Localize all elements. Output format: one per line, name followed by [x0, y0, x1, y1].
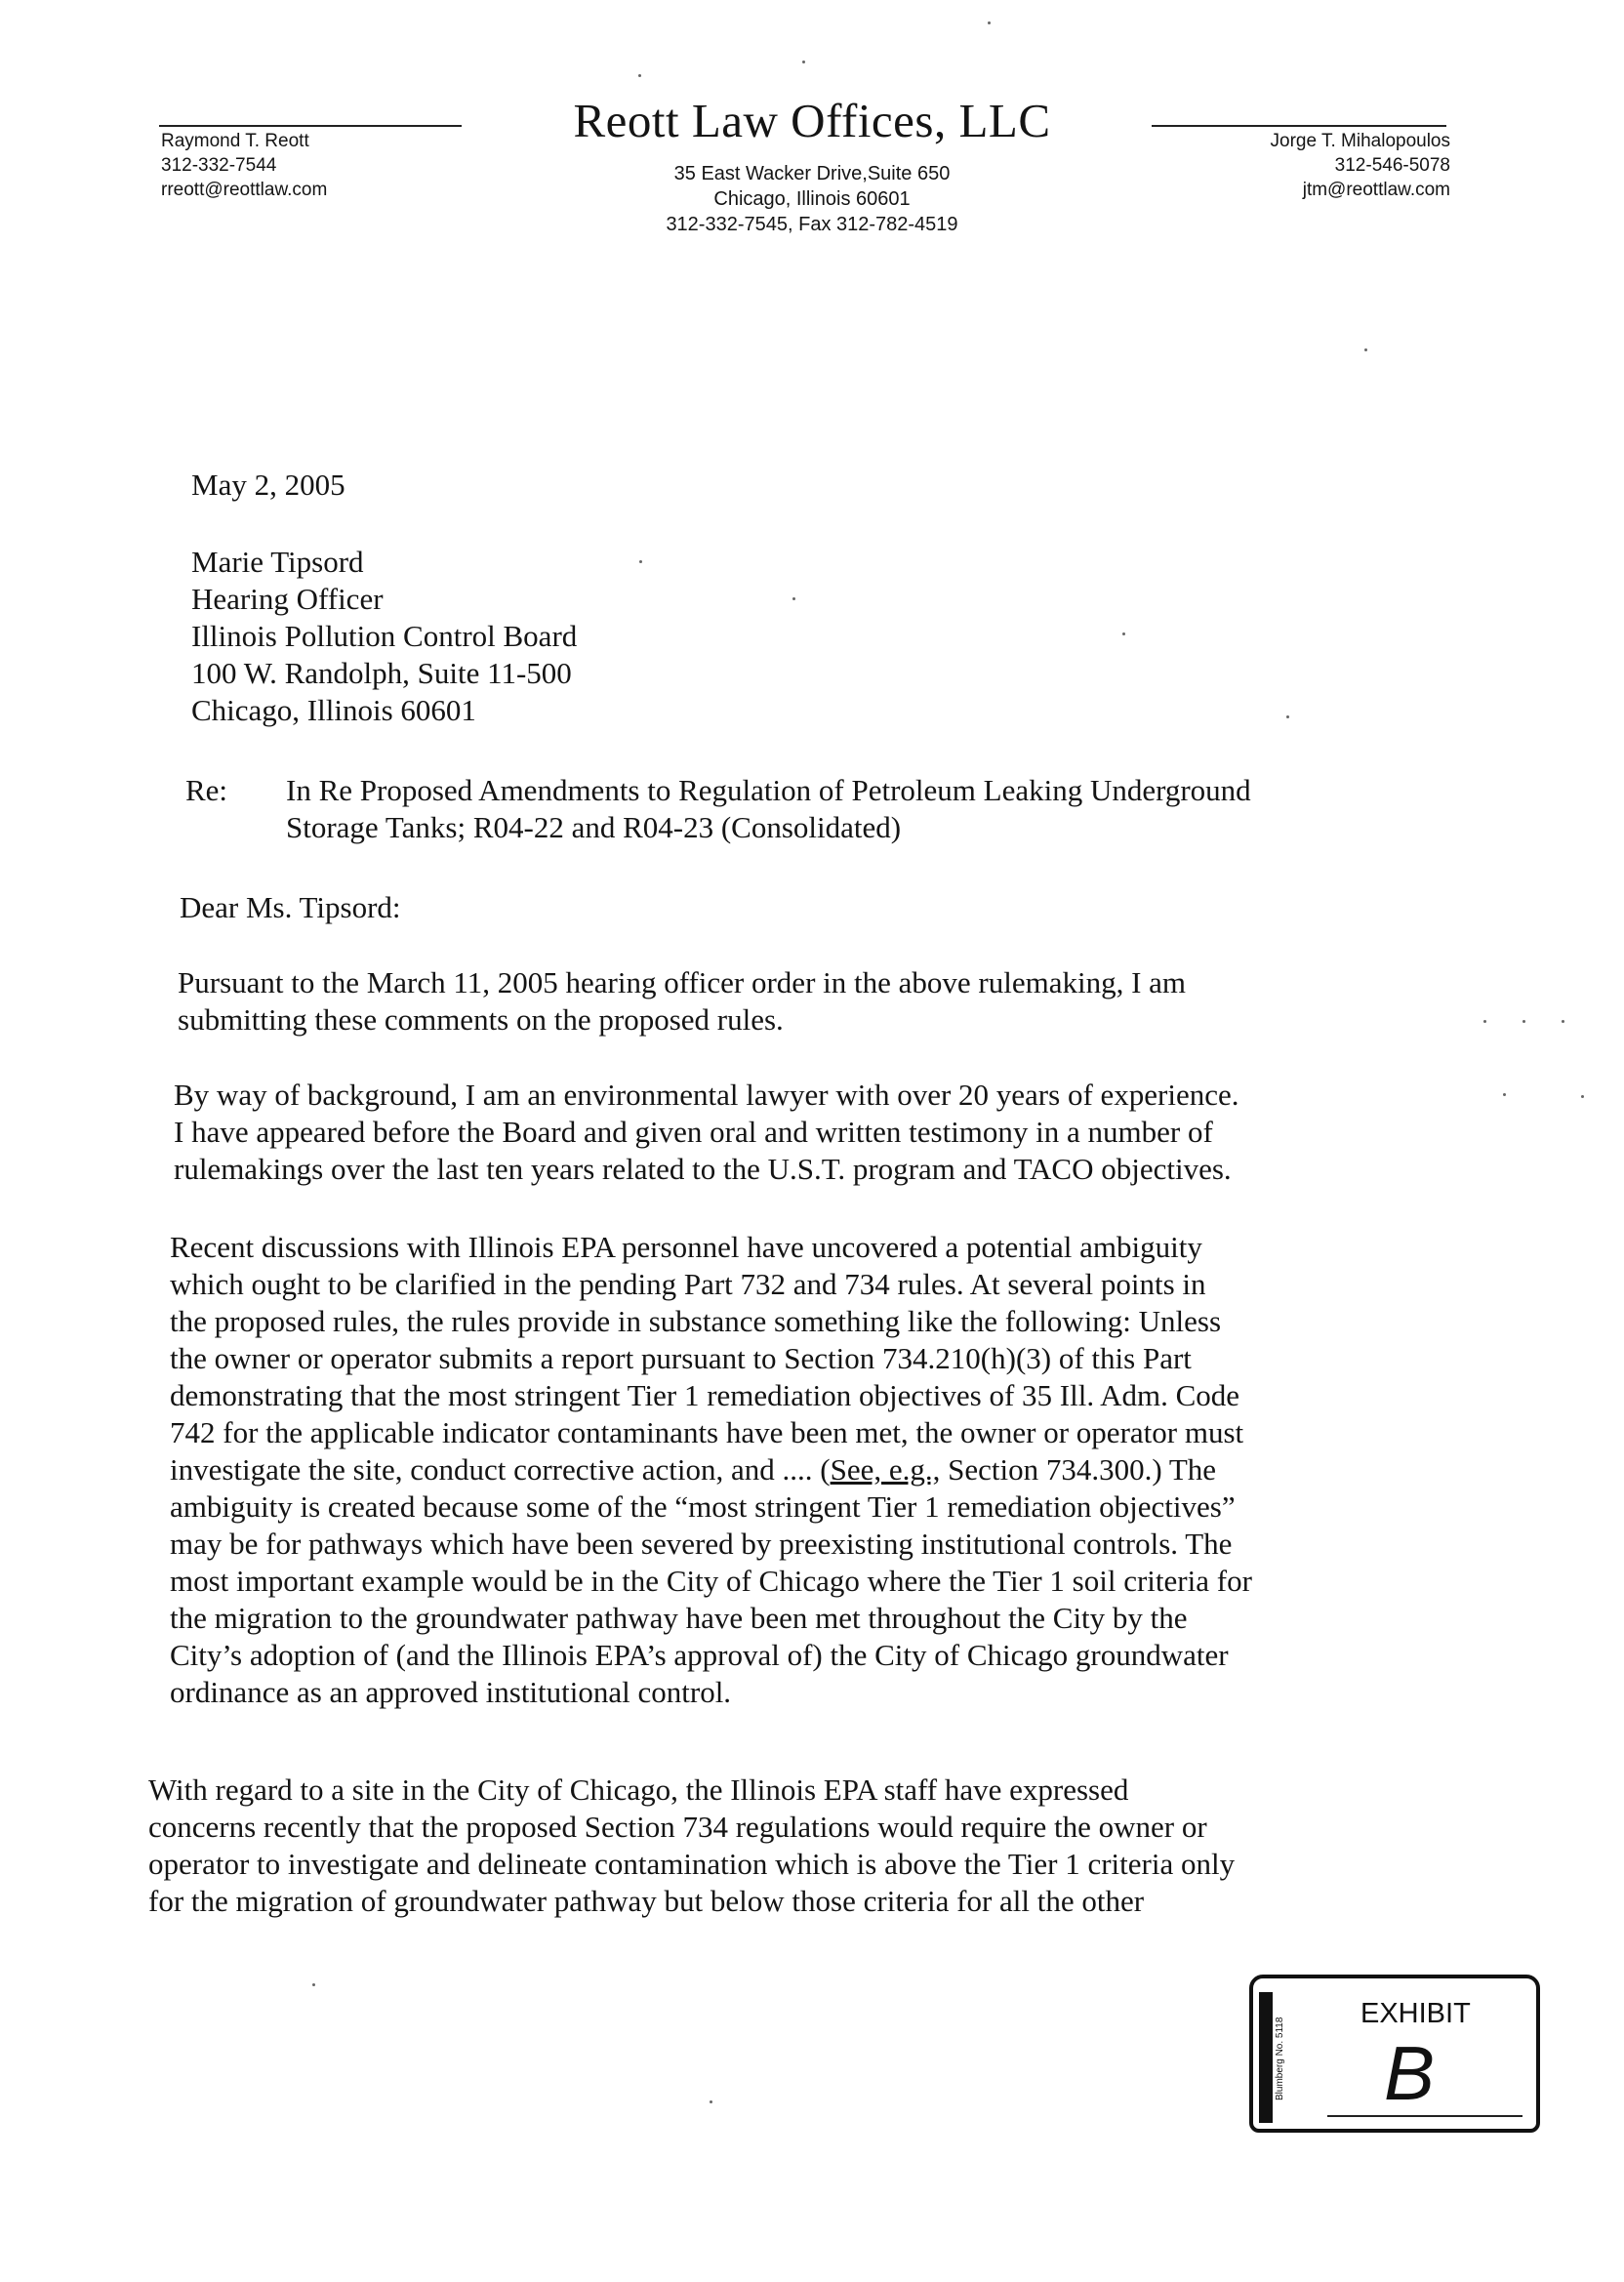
scan-speck: [639, 560, 642, 563]
paragraph-line: most important example would be in the City of Chicago where the Tier 1 soil criteria for: [170, 1564, 1252, 1598]
citation-see-eg: See, e.g.,: [830, 1452, 941, 1487]
scan-speck: [792, 597, 795, 600]
paragraph-ambiguity: [170, 1229, 1252, 1711]
scan-speck: [312, 1983, 315, 1986]
scan-speck: [1562, 1020, 1564, 1023]
re-label: Re:: [185, 773, 228, 807]
right-attorney-phone: 312-546-5078: [1334, 155, 1450, 176]
firm-address-line2: Chicago, Illinois 60601: [713, 188, 911, 210]
exhibit-stamp-vendor: Blumberg No. 5118: [1275, 2017, 1285, 2100]
paragraph-line: rulemakings over the last ten years related to the U.S.T. program and TACO objectives.: [174, 1152, 1232, 1186]
scan-speck: [638, 74, 641, 77]
scan-speck: [1503, 1093, 1506, 1096]
paragraph-intro: [178, 964, 1186, 1039]
recipient-city: Chicago, Illinois 60601: [191, 693, 476, 727]
scan-speck: [1364, 348, 1367, 351]
scan-speck: [1483, 1020, 1486, 1023]
re-subject-line: In Re Proposed Amendments to Regulation of Petroleum Leaking Underground: [286, 773, 1251, 807]
recipient-name: Marie Tipsord: [191, 545, 364, 579]
paragraph-line: By way of background, I am an environmental lawyer with over 20 years of experience.: [174, 1078, 1239, 1112]
firm-address-line1: 35 East Wacker Drive,Suite 650: [673, 163, 951, 184]
right-attorney-email: jtm@reottlaw.com: [1302, 180, 1450, 200]
paragraph-line: may be for pathways which have been severed by preexisting institutional controls. The: [170, 1527, 1233, 1561]
recipient-organization: Illinois Pollution Control Board: [191, 619, 578, 653]
paragraph-line: With regard to a site in the City of Chicago, the Illinois EPA staff have expressed: [148, 1773, 1129, 1807]
paragraph-line: demonstrating that the most stringent Tier 1 remediation objectives of 35 Ill. Adm. Code: [170, 1378, 1240, 1412]
paragraph-line: submitting these comments on the proposed rules.: [178, 1002, 784, 1037]
recipient-address: [191, 544, 577, 729]
paragraph-line: which ought to be clarified in the pending Part 732 and 734 rules. At several points in: [170, 1267, 1206, 1301]
left-attorney-phone: 312-332-7544: [161, 155, 277, 176]
scan-speck: [1522, 1020, 1525, 1023]
exhibit-stamp: [1249, 1975, 1540, 2133]
right-attorney-name: Jorge T. Mihalopoulos: [1270, 131, 1450, 151]
scan-speck: [802, 61, 805, 63]
exhibit-letter: B: [1384, 2030, 1436, 2116]
paragraph-background: [174, 1077, 1239, 1188]
scan-speck: [1286, 715, 1289, 718]
left-attorney-email: rreott@reottlaw.com: [161, 180, 328, 200]
exhibit-stamp-strip: [1259, 1992, 1273, 2123]
paragraph-line: ambiguity is created because some of the “most stringent Tier 1 remediation objectives”: [170, 1489, 1236, 1524]
paragraph-line: concerns recently that the proposed Section 734 regulations would require the owner or: [148, 1810, 1207, 1844]
paragraph-line: for the migration of groundwater pathway but below those criteria for all the other: [148, 1884, 1145, 1918]
paragraph-line: the migration to the groundwater pathway have been met throughout the City by the: [170, 1601, 1188, 1635]
paragraph-line: 742 for the applicable indicator contaminants have been met, the owner or operator must: [170, 1415, 1244, 1449]
letter-date: May 2, 2005: [191, 468, 345, 502]
scan-speck: [988, 21, 991, 24]
left-attorney-name: Raymond T. Reott: [161, 131, 309, 151]
firm-name: Reott Law Offices, LLC: [573, 94, 1051, 147]
scan-speck: [1122, 632, 1125, 635]
exhibit-label: EXHIBIT: [1360, 1998, 1471, 2029]
paragraph-line: the proposed rules, the rules provide in substance something like the following: Unless: [170, 1304, 1222, 1338]
recipient-street: 100 W. Randolph, Suite 11-500: [191, 656, 572, 690]
paragraph-line: City’s adoption of (and the Illinois EPA’s approval of) the City of Chicago groundwater: [170, 1638, 1229, 1672]
paragraph-line: the owner or operator submits a report pursuant to Section 734.210(h)(3) of this Part: [170, 1341, 1192, 1375]
letterhead-right-contact: [1271, 129, 1450, 202]
citation-line: [170, 1451, 1252, 1488]
paragraph-line: I have appeared before the Board and given oral and written testimony in a number of: [174, 1115, 1213, 1149]
citation-line-end: Section 734.300.) The: [940, 1452, 1217, 1487]
re-subject-line: Storage Tanks; R04-22 and R04-23 (Consolidated): [286, 810, 902, 844]
paragraph-chicago-site: [148, 1772, 1235, 1920]
exhibit-stamp-line: [1327, 2115, 1522, 2117]
paragraph-line: ordinance as an approved institutional control.: [170, 1675, 732, 1709]
paragraph-line: Recent discussions with Illinois EPA personnel have uncovered a potential ambiguity: [170, 1230, 1202, 1264]
paragraph-line: operator to investigate and delineate contamination which is above the Tier 1 criteria only: [148, 1847, 1236, 1881]
scan-speck: [1581, 1095, 1584, 1098]
recipient-title: Hearing Officer: [191, 582, 384, 616]
paragraph-line: Pursuant to the March 11, 2005 hearing officer order in the above rulemaking, I am: [178, 965, 1187, 999]
firm-phone-fax: 312-332-7545, Fax 312-782-4519: [666, 214, 958, 235]
salutation: Dear Ms. Tipsord:: [180, 890, 401, 924]
citation-line-start: investigate the site, conduct corrective action, and .... (: [170, 1452, 831, 1487]
scan-speck: [710, 2100, 712, 2103]
re-subject: [286, 772, 1251, 846]
